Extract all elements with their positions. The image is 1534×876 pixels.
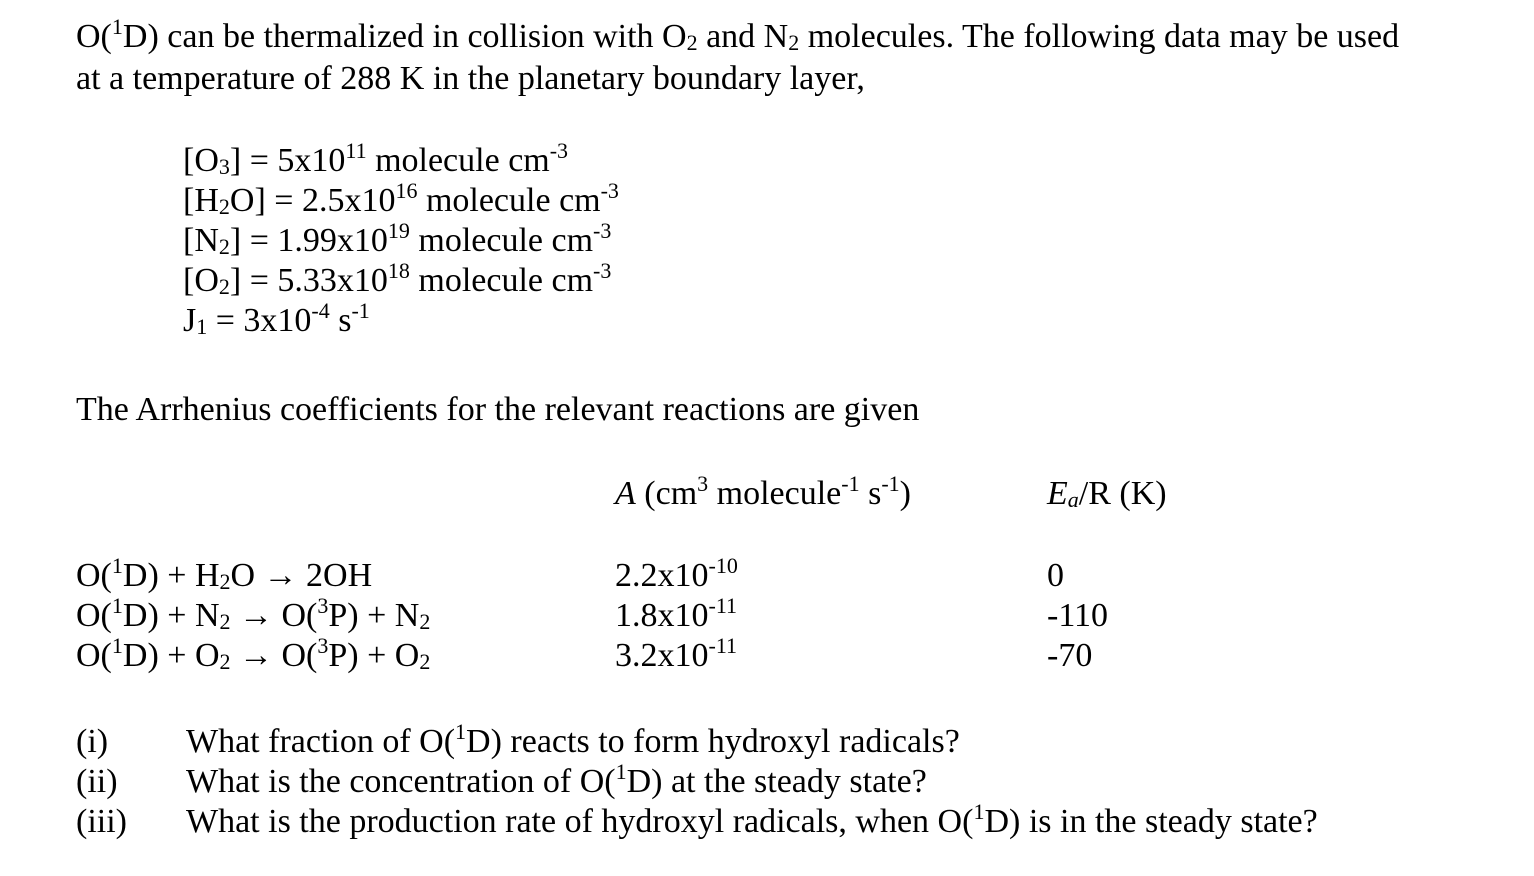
a-value: $1.8x10^{-11}$ bbox=[615, 593, 738, 634]
header-a: A ($cm^3$ molecule$^{-1}$ $s^{-1}$) bbox=[615, 471, 911, 512]
ea-value: -70 bbox=[1047, 637, 1093, 674]
question-text: What fraction of O($^1$D) reacts to form hydroxyl radicals? bbox=[186, 719, 960, 760]
question-label: (ii) bbox=[76, 763, 118, 800]
ea-value: -110 bbox=[1047, 597, 1109, 634]
question-text: What is the production rate of hydroxyl radicals, when O($^1$D) is in the steady state? bbox=[186, 799, 1318, 840]
arrhenius-intro: The Arrhenius coefficients for the relevant reactions are given bbox=[76, 391, 920, 428]
a-value: $3.2x10^{-11}$ bbox=[615, 633, 738, 674]
reaction-n2: $O(^1D) + N_2 \to O(^3P) + N_2$ bbox=[76, 593, 431, 634]
header-ea: $E_a/R$ (K) bbox=[1047, 475, 1167, 512]
reaction-h2o: $O(^1D) + H_2O \to 2OH$ bbox=[76, 553, 373, 594]
data-item-o3: $[O_3] = 5x10^{11}$ molecule $cm^{-3}$ bbox=[183, 138, 569, 179]
data-item-o2: $[O_2] = 5.33x10^{18}$ molecule $cm^{-3}$ bbox=[183, 258, 612, 299]
question-label: (i) bbox=[76, 723, 109, 760]
question-labels bbox=[76, 722, 127, 842]
data-list bbox=[183, 138, 619, 341]
data-item-n2: $[N_2] = 1.99x10^{19}$ molecule $cm^{-3}$ bbox=[183, 218, 612, 259]
ea-value: 0 bbox=[1047, 557, 1064, 594]
question-label: (iii) bbox=[76, 803, 127, 840]
a-values bbox=[615, 553, 738, 676]
ea-values bbox=[1047, 556, 1108, 676]
reaction-o2: $O(^1D) + O_2 \to O(^3P) + O_2$ bbox=[76, 633, 431, 674]
question-text: What is the concentration of O($^1$D) at the steady state? bbox=[186, 759, 927, 800]
data-item-j1: $J_1 = 3x10^{-4}$ $s^{-1}$ bbox=[183, 298, 370, 339]
intro-line-1: O($^1$D) can be thermalized in collision with $O_2$ and $N_2$ molecules. The following data may be used bbox=[76, 14, 1400, 55]
data-item-h2o: $[H_2O] = 2.5x10^{16}$ molecule $cm^{-3}$ bbox=[183, 178, 619, 219]
intro-line-2: at a temperature of 288 K in the planetary boundary layer, bbox=[76, 60, 865, 97]
question-texts bbox=[186, 719, 1318, 842]
reactions-list bbox=[76, 553, 431, 676]
a-value: $2.2x10^{-10}$ bbox=[615, 553, 738, 594]
